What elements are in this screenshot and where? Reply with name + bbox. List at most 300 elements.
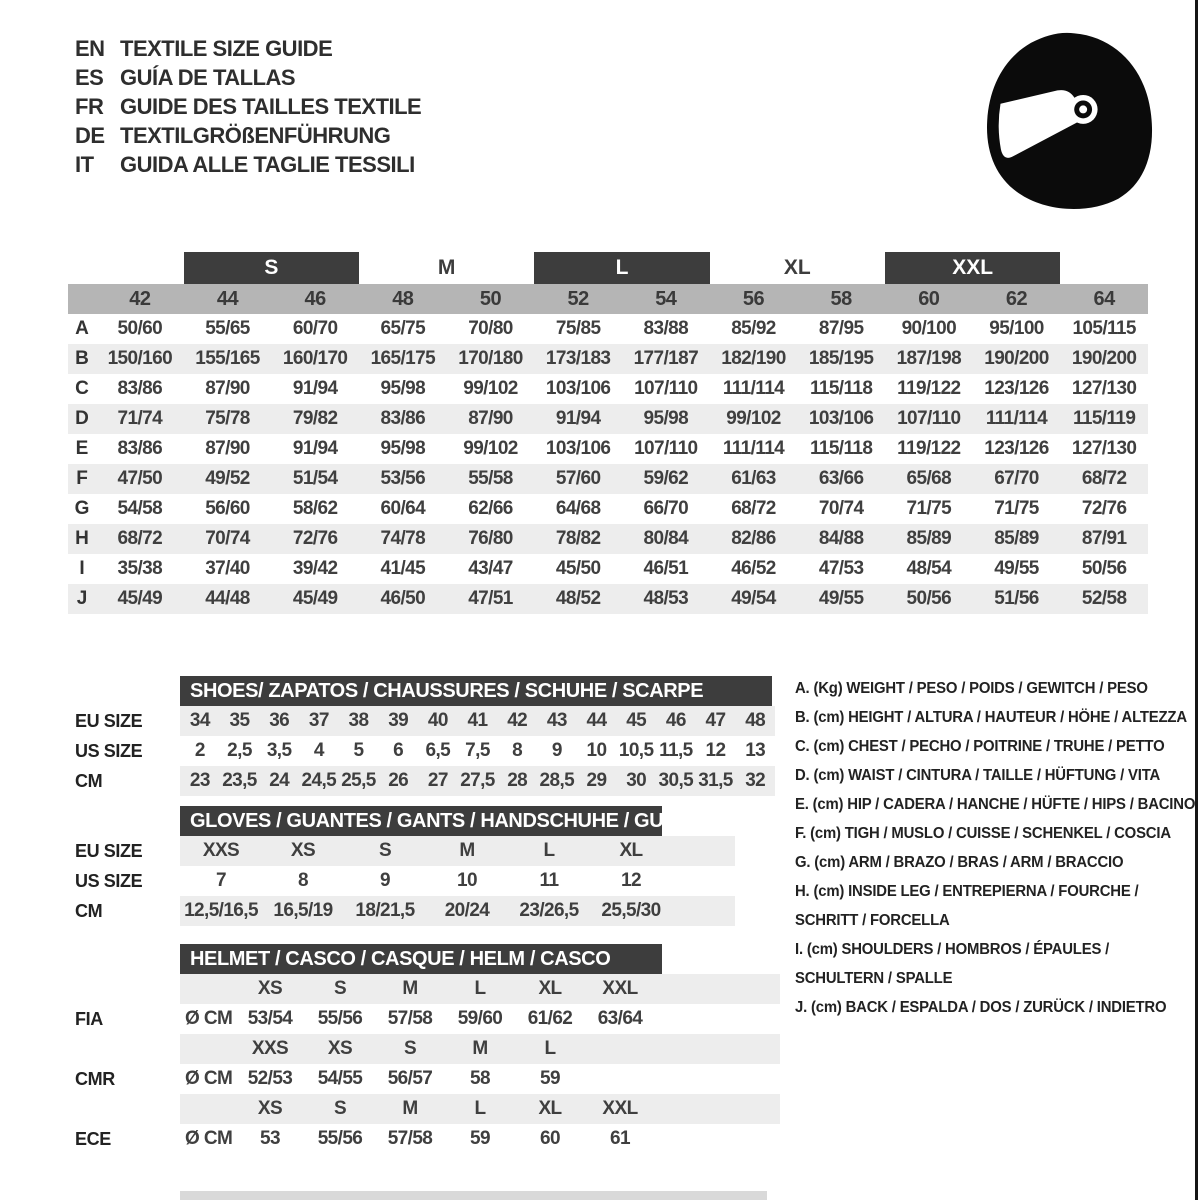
diameter-unit-cell: Ø CM — [185, 1128, 233, 1149]
size-cell: 91/94 — [555, 408, 601, 429]
size-cell: 99/102 — [726, 408, 781, 429]
size-cell: 50/56 — [1081, 558, 1127, 579]
data-row — [180, 896, 735, 926]
size-cell: 71/75 — [906, 498, 952, 519]
value-cell: 12 — [705, 740, 726, 761]
size-cell: 87/91 — [1081, 528, 1127, 549]
size-cell: 95/98 — [643, 408, 689, 429]
value-cell: 45 — [626, 710, 647, 731]
size-cell: 67/70 — [994, 468, 1039, 489]
value-cell: 30,5 — [658, 770, 694, 791]
value-cell: 35 — [229, 710, 250, 731]
size-cell: 60/70 — [292, 318, 338, 339]
size-cell: 63/66 — [818, 468, 864, 489]
row-label: E — [75, 438, 89, 459]
size-cell: 47/53 — [818, 558, 864, 579]
value-cell: 42 — [507, 710, 528, 731]
language-title-list — [75, 34, 421, 179]
row-label-us-size: US SIZE — [75, 870, 143, 891]
size-header-cell: L — [474, 1098, 486, 1119]
value-cell: 48 — [745, 710, 766, 731]
value-cell: 59 — [540, 1068, 560, 1089]
row-label: A — [75, 318, 89, 339]
size-cell: 45/49 — [117, 588, 163, 609]
value-cell: 9 — [551, 740, 562, 761]
value-cell: 63/64 — [597, 1008, 643, 1029]
value-cell: 27,5 — [460, 770, 495, 791]
size-cell: 43/47 — [468, 558, 513, 579]
value-cell: XL — [619, 840, 643, 861]
value-cell: 31,5 — [698, 770, 733, 791]
size-cell: 64/68 — [555, 498, 601, 519]
value-cell: 58 — [470, 1068, 490, 1089]
value-cell: 60 — [540, 1128, 560, 1149]
value-cell: 7,5 — [465, 740, 490, 761]
legend-item: C. (cm) CHEST / PECHO / POITRINE / TRUHE / PETTO — [795, 738, 1165, 755]
size-header-cell: XS — [327, 1038, 353, 1059]
size-cell: 99/102 — [463, 378, 518, 399]
size-cell: 84/88 — [818, 528, 864, 549]
language-title: GUIDA ALLE TAGLIE TESSILI — [120, 151, 415, 177]
language-code: ES — [75, 64, 104, 90]
size-cell: 87/90 — [468, 408, 513, 429]
size-cell: 87/90 — [205, 378, 250, 399]
size-cell: 190/200 — [984, 348, 1049, 369]
size-cell: 68/72 — [1081, 468, 1127, 489]
language-row — [75, 121, 421, 150]
size-header-cell: M — [402, 1098, 418, 1119]
value-cell: 23 — [189, 770, 210, 791]
size-cell: 52/58 — [1081, 588, 1127, 609]
language-title: GUÍA DE TALLAS — [120, 64, 296, 90]
value-cell: 11 — [539, 870, 559, 891]
size-cell: 95/98 — [380, 378, 426, 399]
size-cell: 45/49 — [292, 588, 338, 609]
row-label: I — [79, 558, 85, 579]
size-cell: 87/95 — [818, 318, 864, 339]
legend-item: D. (cm) WAIST / CINTURA / TAILLE / HÜFTUNG / VITA — [795, 767, 1161, 784]
value-cell: 59/60 — [457, 1008, 503, 1029]
size-cell: 119/122 — [897, 378, 961, 399]
size-cell: 107/110 — [897, 408, 961, 429]
size-group-row — [68, 252, 1148, 284]
size-cell: 105/115 — [1072, 318, 1136, 339]
textile-size-table — [68, 252, 1148, 614]
size-cell: 61/63 — [731, 468, 776, 489]
size-cell: 48/52 — [555, 588, 601, 609]
row-label-us-size: US SIZE — [75, 740, 143, 761]
size-cell: 51/56 — [994, 588, 1039, 609]
size-cell: 65/68 — [906, 468, 952, 489]
datanameglovestable-title: GLOVES / GUANTES / GANTS / HANDSCHUHE / GUANTI — [180, 806, 662, 836]
row-label: J — [76, 588, 88, 609]
row-label-fia: FIA — [75, 1008, 103, 1029]
value-cell: 13 — [745, 740, 766, 761]
size-row — [68, 554, 1148, 584]
language-title: TEXTILGRÖßENFÜHRUNG — [120, 122, 391, 148]
size-cell: 107/110 — [634, 378, 698, 399]
value-cell: 23/26,5 — [519, 900, 579, 921]
size-header-cell: L — [474, 978, 486, 999]
size-cell: 44/48 — [205, 588, 250, 609]
size-header-cell: S — [333, 978, 347, 999]
size-column-header: 54 — [655, 287, 677, 310]
legend-item: J. (cm) BACK / ESPALDA / DOS / ZURÜCK / INDIETRO — [795, 999, 1167, 1016]
size-header-cell: L — [544, 1038, 556, 1059]
size-row — [68, 584, 1148, 614]
legend-item: B. (cm) HEIGHT / ALTURA / HAUTEUR / HÖHE / ALTEZZA — [795, 709, 1187, 726]
size-cell: 103/106 — [545, 438, 611, 459]
value-cell: 30 — [626, 770, 647, 791]
row-label-cmr: CMR — [75, 1068, 115, 1089]
language-row — [75, 92, 421, 121]
size-cell: 173/183 — [545, 348, 611, 369]
value-cell: 61/62 — [527, 1008, 573, 1029]
size-row — [68, 344, 1148, 374]
size-cell: 54/58 — [117, 498, 163, 519]
size-cell: 115/118 — [809, 378, 873, 399]
size-cell: 66/70 — [643, 498, 689, 519]
legend-item: G. (cm) ARM / BRAZO / BRAS / ARM / BRACCIO — [795, 854, 1124, 871]
size-cell: 49/52 — [205, 468, 250, 489]
row-label-eu-size: EU SIZE — [75, 710, 143, 731]
size-cell: 115/118 — [809, 438, 873, 459]
size-cell: 111/114 — [722, 378, 785, 399]
size-cell: 83/86 — [117, 438, 163, 459]
size-cell: 58/62 — [292, 498, 338, 519]
size-header-cell: XXS — [251, 1038, 289, 1059]
legend-item: A. (Kg) WEIGHT / PESO / POIDS / GEWITCH / PESO — [795, 680, 1148, 697]
legend-item: E. (cm) HIP / CADERA / HANCHE / HÜFTE / HIPS / BACINO — [795, 796, 1196, 813]
language-title: GUIDE DES TAILLES TEXTILE — [120, 93, 422, 119]
size-cell: 119/122 — [897, 438, 961, 459]
row-label-eu-size: EU SIZE — [75, 840, 143, 861]
size-column-header: 52 — [567, 287, 589, 310]
value-cell: 2,5 — [227, 740, 252, 761]
size-column-header: 60 — [918, 287, 940, 310]
size-cell: 185/195 — [808, 348, 874, 369]
value-cell: 29 — [586, 770, 607, 791]
data-row — [180, 706, 775, 736]
language-code: FR — [75, 93, 104, 119]
value-cell: 34 — [189, 710, 210, 731]
size-cell: 62/66 — [468, 498, 513, 519]
value-cell: XXS — [202, 840, 240, 861]
size-cell: 190/200 — [1071, 348, 1137, 369]
size-header-cell: XS — [257, 978, 283, 999]
size-cell: 111/114 — [985, 408, 1048, 429]
size-cell: 71/75 — [994, 498, 1039, 519]
value-cell: 55/56 — [317, 1008, 363, 1029]
value-cell: 44 — [586, 710, 607, 731]
size-row — [68, 404, 1148, 434]
size-cell: 50/56 — [906, 588, 952, 609]
value-cell: 10 — [586, 740, 607, 761]
size-cell: 160/170 — [282, 348, 348, 369]
value-cell: 57/58 — [387, 1128, 433, 1149]
legend-item: H. (cm) INSIDE LEG / ENTREPIERNA / FOURCHE / SCHRITT / FORCELLA — [795, 883, 1139, 929]
helmet-table-title: HELMET / CASCO / CASQUE / HELM / CASCO — [180, 944, 662, 974]
size-cell: 177/187 — [633, 348, 699, 369]
helmet-sizes-row — [180, 1094, 780, 1124]
size-cell: 72/76 — [1081, 498, 1127, 519]
size-cell: 83/86 — [117, 378, 163, 399]
row-label-cm: CM — [75, 770, 103, 791]
size-cell: 85/89 — [994, 528, 1039, 549]
value-cell: 46 — [665, 710, 686, 731]
value-cell: 38 — [348, 710, 369, 731]
legend-item: F. (cm) TIGH / MUSLO / CUISSE / SCHENKEL / COSCIA — [795, 825, 1171, 842]
value-cell: 5 — [353, 740, 364, 761]
size-cell: 123/126 — [984, 378, 1049, 399]
size-group-xxl: XXL — [885, 252, 1060, 284]
row-label: H — [75, 528, 89, 549]
language-row — [75, 150, 421, 179]
size-cell: 53/56 — [380, 468, 426, 489]
value-cell: 4 — [313, 740, 324, 761]
row-label: D — [75, 408, 89, 429]
size-cell: 170/180 — [458, 348, 523, 369]
size-cell: 47/51 — [468, 588, 513, 609]
page-right-border — [1195, 0, 1198, 1200]
row-label: B — [75, 348, 89, 369]
value-cell: 32 — [745, 770, 766, 791]
size-cell: 80/84 — [643, 528, 689, 549]
data-row — [180, 736, 775, 766]
size-header-cell: XXL — [602, 978, 638, 999]
language-code: IT — [75, 151, 94, 177]
size-cell: 46/52 — [731, 558, 776, 579]
size-cell: 49/55 — [818, 588, 864, 609]
data-row — [180, 766, 775, 796]
helmet-sizes-row — [180, 974, 780, 1004]
size-cell: 165/175 — [370, 348, 436, 369]
size-group-m: M — [437, 256, 456, 279]
size-cell: 91/94 — [292, 438, 338, 459]
row-label-cm: CM — [75, 900, 103, 921]
size-cell: 59/62 — [643, 468, 689, 489]
size-header-cell: XS — [257, 1098, 283, 1119]
size-cell: 65/75 — [380, 318, 426, 339]
size-cell: 95/100 — [989, 318, 1044, 339]
size-cell: 85/92 — [731, 318, 776, 339]
value-cell: 40 — [427, 710, 448, 731]
size-cell: 48/53 — [643, 588, 689, 609]
size-cell: 60/64 — [380, 498, 426, 519]
value-cell: M — [459, 840, 475, 861]
size-cell: 83/86 — [380, 408, 426, 429]
size-cell: 99/102 — [463, 438, 518, 459]
measurement-legend — [795, 674, 1197, 1022]
size-header-cell: M — [472, 1038, 488, 1059]
size-cell: 46/50 — [380, 588, 426, 609]
helmet-values-row — [180, 1064, 780, 1094]
language-code: EN — [75, 35, 105, 61]
value-cell: 47 — [705, 710, 726, 731]
language-title: TEXTILE SIZE GUIDE — [120, 35, 333, 61]
size-cell: 70/80 — [468, 318, 513, 339]
value-cell: XS — [290, 840, 316, 861]
size-column-header: 48 — [392, 287, 414, 310]
value-cell: 18/21,5 — [355, 900, 415, 921]
size-cell: 78/82 — [555, 528, 601, 549]
value-cell: 61 — [610, 1128, 630, 1149]
value-cell: 23,5 — [222, 770, 257, 791]
size-group-l: L — [534, 252, 709, 284]
value-cell: 37 — [308, 710, 329, 731]
size-group-s: S — [184, 252, 359, 284]
size-cell: 103/106 — [545, 378, 611, 399]
value-cell: 43 — [546, 710, 567, 731]
language-row — [75, 63, 421, 92]
size-cell: 47/50 — [117, 468, 163, 489]
racing-helmet-icon — [972, 22, 1162, 212]
size-cell: 91/94 — [292, 378, 338, 399]
size-cell: 107/110 — [634, 438, 698, 459]
size-cell: 50/60 — [117, 318, 163, 339]
value-cell: 55/56 — [317, 1128, 363, 1149]
size-header-cell: XXL — [602, 1098, 638, 1119]
row-label: F — [76, 468, 88, 489]
size-header-cell: S — [333, 1098, 347, 1119]
language-code: DE — [75, 122, 105, 148]
size-cell: 45/50 — [555, 558, 601, 579]
helmet-values-row — [180, 1004, 780, 1034]
value-cell: 20/24 — [444, 900, 490, 921]
row-label: G — [74, 498, 90, 519]
size-cell: 56/60 — [205, 498, 250, 519]
value-cell: 39 — [388, 710, 409, 731]
value-cell: 36 — [269, 710, 290, 731]
value-cell: 26 — [388, 770, 409, 791]
value-cell: 8 — [512, 740, 523, 761]
helmet-values-row — [180, 1124, 780, 1154]
size-cell: 49/55 — [994, 558, 1039, 579]
value-cell: 41 — [467, 710, 488, 731]
size-column-header: 62 — [1005, 287, 1028, 310]
size-cell: 46/51 — [643, 558, 689, 579]
size-cell: 83/88 — [643, 318, 689, 339]
size-cell: 79/82 — [292, 408, 338, 429]
size-cell: 68/72 — [731, 498, 776, 519]
value-cell: 59 — [470, 1128, 490, 1149]
size-cell: 71/74 — [117, 408, 163, 429]
helmet-sizes-row — [180, 1034, 780, 1064]
value-cell: 25,5 — [341, 770, 376, 791]
size-group-xl: XL — [783, 256, 811, 279]
size-cell: 48/54 — [906, 558, 952, 579]
value-cell: 56/57 — [387, 1068, 433, 1089]
size-cell: 41/45 — [380, 558, 426, 579]
size-header-cell: M — [402, 978, 418, 999]
size-column-header: 42 — [129, 287, 151, 310]
size-column-header: 44 — [216, 287, 239, 310]
value-cell: 53 — [260, 1128, 280, 1149]
value-cell: 28,5 — [539, 770, 575, 791]
size-cell: 39/42 — [292, 558, 338, 579]
size-cell: 123/126 — [984, 438, 1049, 459]
value-cell: 24 — [269, 770, 290, 791]
value-cell: 28 — [507, 770, 528, 791]
corner-cell — [68, 284, 96, 314]
size-column-header: 50 — [479, 287, 502, 310]
value-cell: 16,5/19 — [273, 900, 333, 921]
value-cell: 27 — [427, 770, 448, 791]
size-cell: 75/85 — [555, 318, 601, 339]
datanameshoestable-title: SHOES/ ZAPATOS / CHAUSSURES / SCHUHE / SCARPE — [180, 676, 772, 706]
value-cell: 6 — [393, 740, 404, 761]
size-cell: 55/65 — [205, 318, 250, 339]
size-cell: 76/80 — [468, 528, 513, 549]
row-label: C — [75, 378, 89, 399]
value-cell: 24,5 — [301, 770, 337, 791]
value-cell: 6,5 — [425, 740, 451, 761]
size-header-cell: XL — [538, 1098, 562, 1119]
size-cell: 115/119 — [1072, 408, 1136, 429]
size-cell: 87/90 — [205, 438, 250, 459]
size-cell: 103/106 — [808, 408, 874, 429]
row-label-ece: ECE — [75, 1128, 111, 1149]
size-header-cell: XL — [538, 978, 562, 999]
size-cell: 35/38 — [117, 558, 163, 579]
size-cell: 70/74 — [818, 498, 864, 519]
value-cell: 53/54 — [247, 1008, 293, 1029]
size-row — [68, 464, 1148, 494]
size-cell: 37/40 — [205, 558, 250, 579]
size-cell: 187/198 — [896, 348, 962, 369]
size-row — [68, 494, 1148, 524]
diameter-unit-cell: Ø CM — [185, 1068, 233, 1089]
value-cell: 25,5/30 — [601, 900, 661, 921]
size-cell: 51/54 — [292, 468, 338, 489]
size-column-header: 46 — [304, 287, 326, 310]
size-cell: 57/60 — [555, 468, 601, 489]
value-cell: 12 — [621, 870, 641, 891]
size-column-band — [68, 284, 1148, 314]
value-cell: S — [378, 840, 392, 861]
legend-item: I. (cm) SHOULDERS / HOMBROS / ÉPAULES / SCHULTERN / SPALLE — [795, 941, 1110, 987]
value-cell: 12,5/16,5 — [184, 900, 258, 921]
data-row — [180, 866, 735, 896]
value-cell: 10,5 — [618, 740, 654, 761]
language-row — [75, 34, 421, 63]
value-cell: L — [543, 840, 555, 861]
size-column-header: 58 — [830, 287, 852, 310]
value-cell: 57/58 — [387, 1008, 433, 1029]
size-cell: 182/190 — [721, 348, 786, 369]
size-column-header: 64 — [1093, 287, 1115, 310]
size-row — [68, 524, 1148, 554]
diameter-unit-cell: Ø CM — [185, 1008, 233, 1029]
size-cell: 90/100 — [901, 318, 957, 339]
size-cell: 127/130 — [1071, 438, 1137, 459]
size-cell: 55/58 — [468, 468, 513, 489]
size-cell: 85/89 — [906, 528, 952, 549]
size-row — [68, 314, 1148, 344]
size-header-cell: S — [403, 1038, 417, 1059]
size-cell: 74/78 — [380, 528, 426, 549]
size-cell: 82/86 — [731, 528, 776, 549]
size-column-header: 56 — [742, 287, 765, 310]
cropped-bottom-band — [180, 1191, 767, 1200]
size-cell: 111/114 — [722, 438, 785, 459]
value-cell: 7 — [216, 870, 226, 891]
size-cell: 70/74 — [205, 528, 250, 549]
size-cell: 49/54 — [731, 588, 776, 609]
size-cell: 155/165 — [195, 348, 260, 369]
size-row — [68, 374, 1148, 404]
size-cell: 95/98 — [380, 438, 426, 459]
